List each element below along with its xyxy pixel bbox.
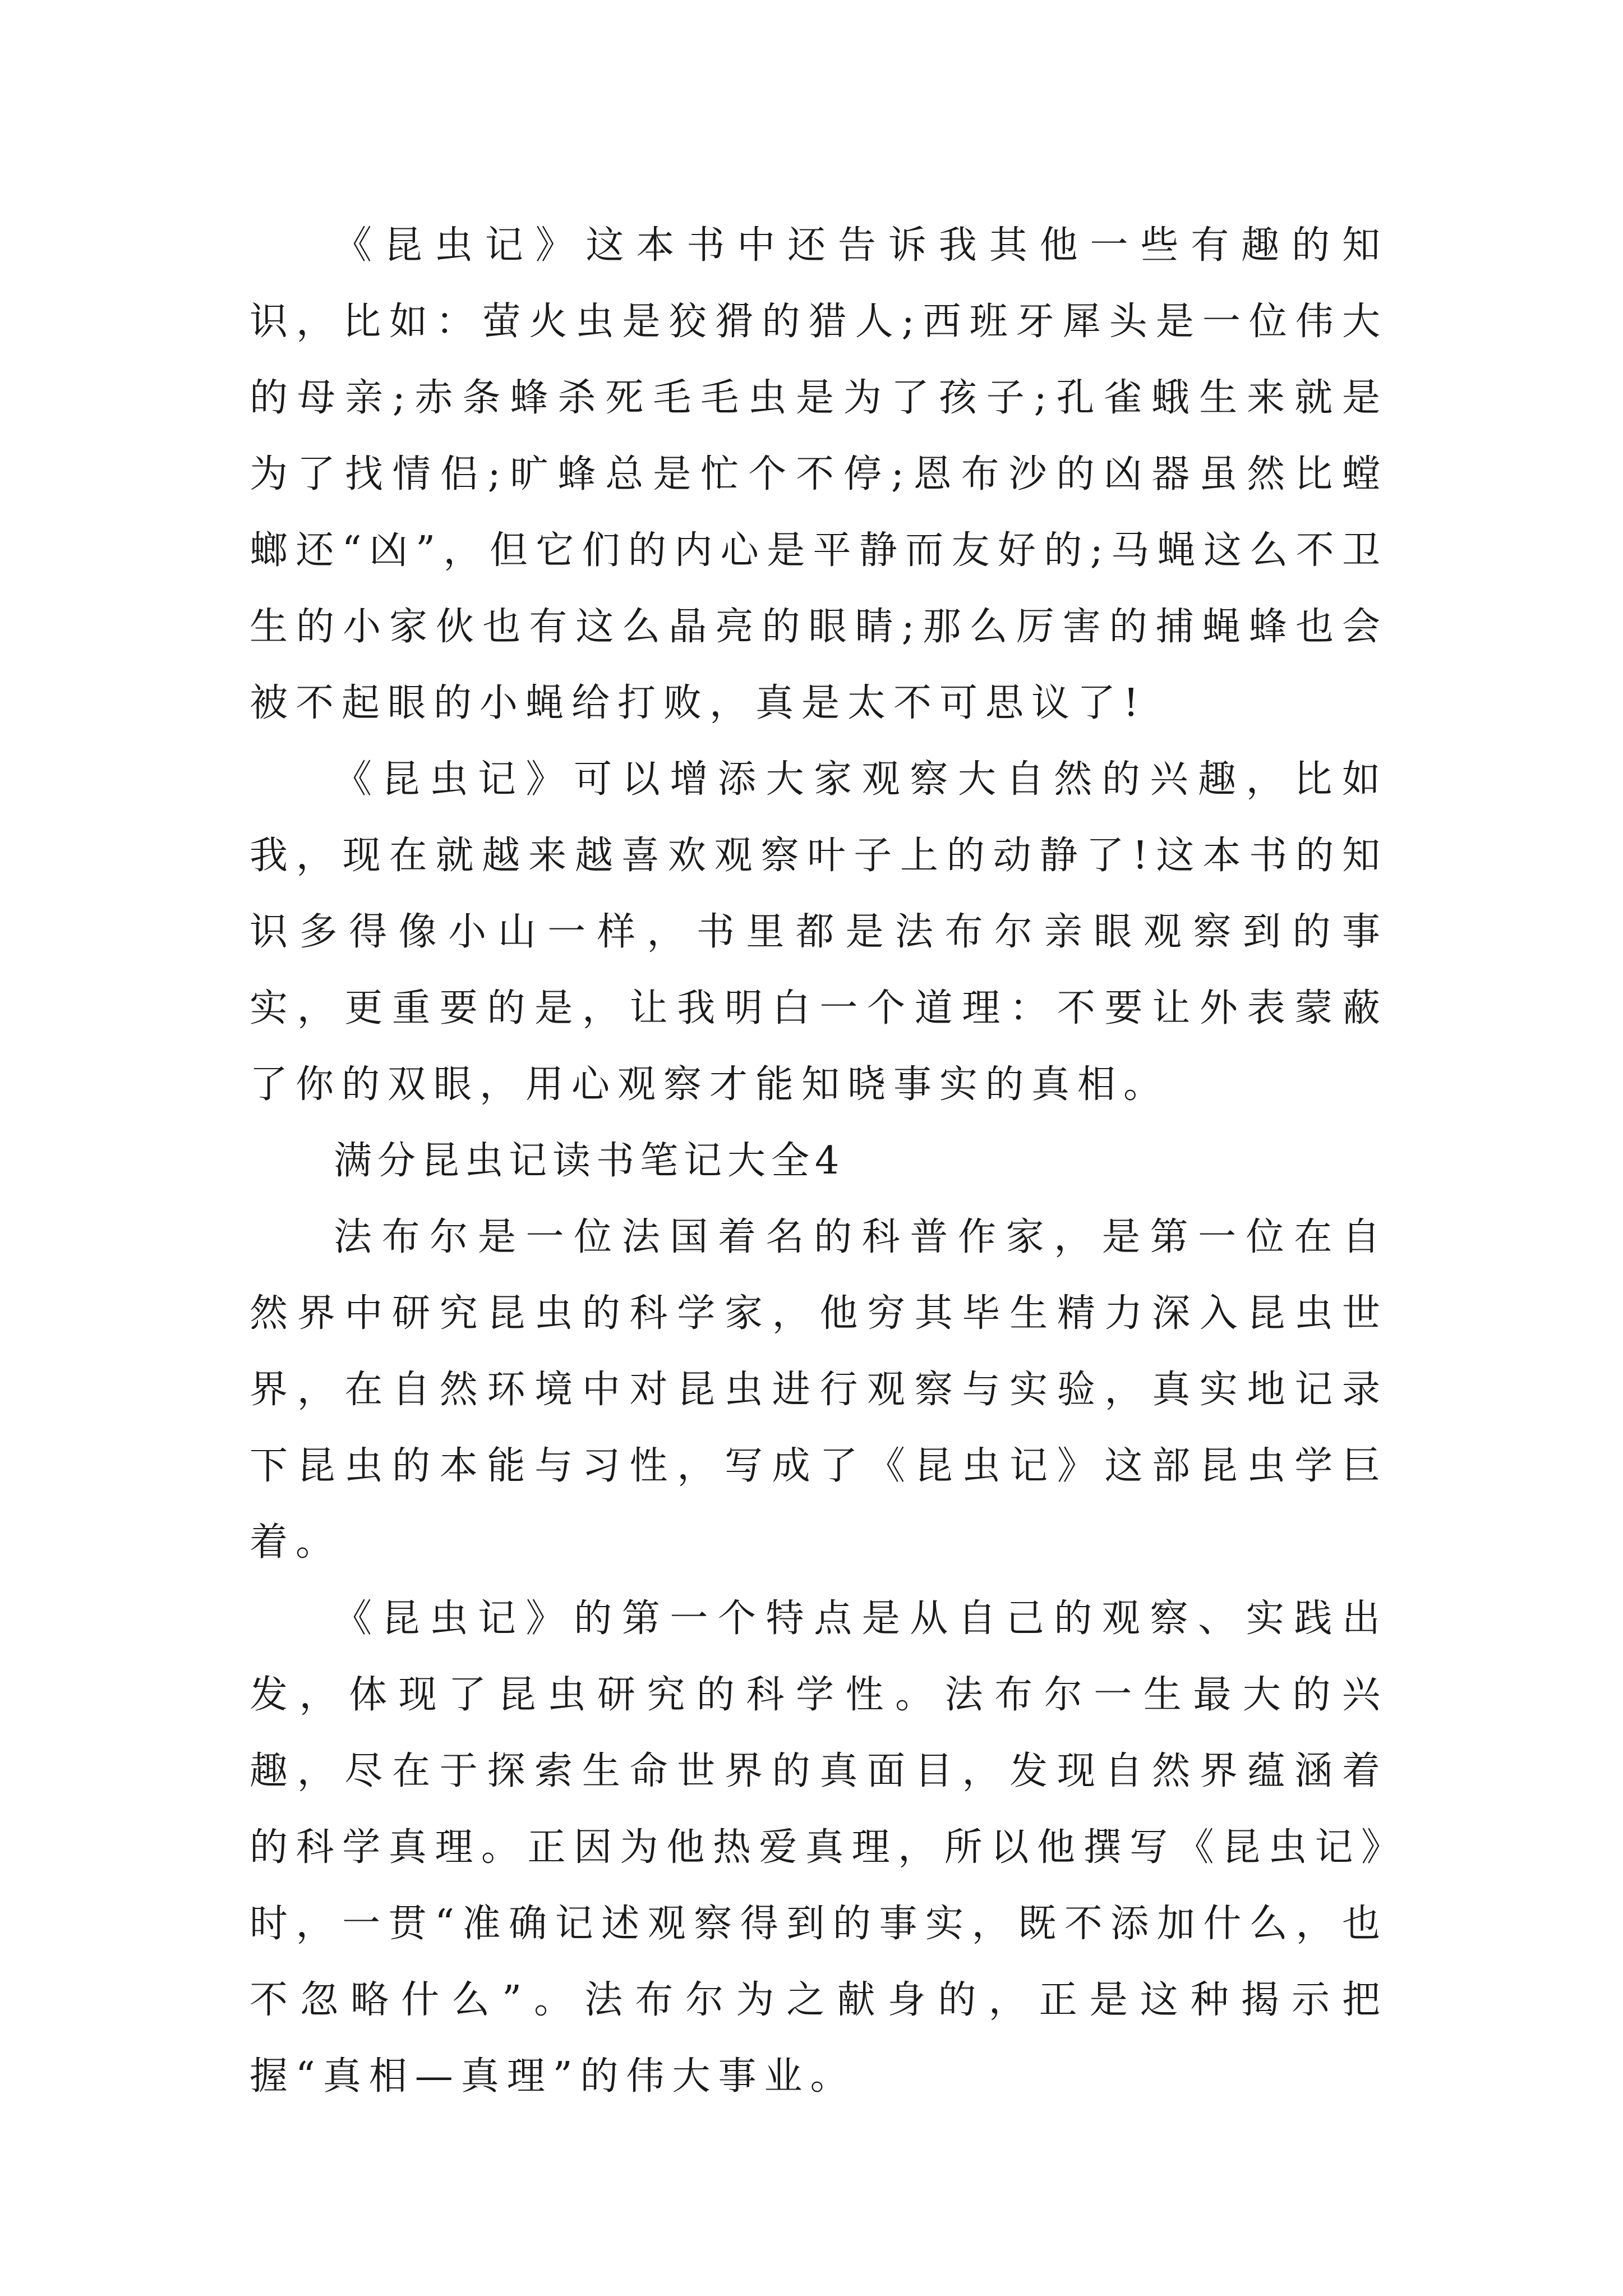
paragraph-observation-interest: 《昆虫记》可以增添大家观察大自然的兴趣，比如我，现在就越来越喜欢观察叶子上的动静了!这本书的知识多得像小山一样，书里都是法布尔亲眼观察到的事实，更重要的是，让我明白一个道理：不要让外表蒙蔽了你的双眼，用心观察才能知晓事实的真相。 xyxy=(250,757,1388,1107)
document-body xyxy=(250,208,1388,2115)
paragraph-fabre-intro: 法布尔是一位法国着名的科普作家，是第一位在自然界中研究昆虫的科学家，他穷其毕生精力深入昆虫世界，在自然环境中对昆虫进行观察与实验，真实地记录下昆虫的本能与习性，写成了《昆虫记》这部昆虫学巨着。 xyxy=(250,1215,1388,1565)
section-heading: 满分昆虫记读书笔记大全4 xyxy=(334,1139,845,1183)
paragraph-insect-facts: 《昆虫记》这本书中还告诉我其他一些有趣的知识，比如：萤火虫是狡猾的猎人;西班牙犀头是一位伟大的母亲;赤条蜂杀死毛毛虫是为了孩子;孔雀蛾生来就是为了找情侣;旷蜂总是忙个不停;恩布沙的凶器虽然比螳螂还“凶”，但它们的内心是平静而友好的;马蝇这么不卫生的小家伙也有这么晶亮的眼睛;那么厉害的捕蝇蜂也会被不起眼的小蝇给打败，真是太不可思议了! xyxy=(250,223,1388,725)
paragraph-first-feature: 《昆虫记》的第一个特点是从自己的观察、实践出发，体现了昆虫研究的科学性。法布尔一生最大的兴趣，尽在于探索生命世界的真面目，发现自然界蕴涵着的科学真理。正因为他热爱真理，所以他撰写《昆虫记》时，一贯“准确记述观察得到的事实，既不添加什么，也不忽略什么”。法布尔为之献身的，正是这种揭示把握“真相—真理”的伟大事业。 xyxy=(250,1596,1388,2099)
